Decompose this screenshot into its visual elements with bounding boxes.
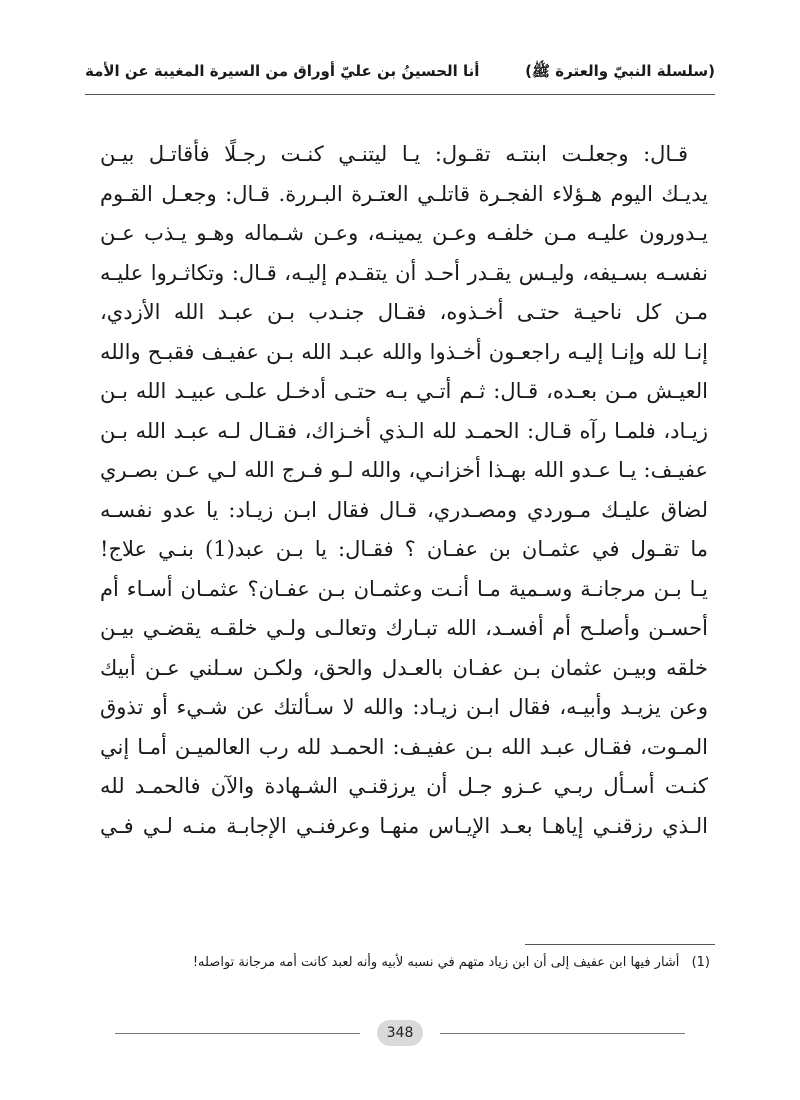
running-header bbox=[85, 58, 715, 88]
body-line: إنـا لله وإنـا إليـه راجعـون أخـذوا والله عبـد الله بـن عفيـف فقبـح والله bbox=[100, 339, 708, 364]
footnote-marker: (1) bbox=[691, 955, 710, 970]
body-line: خلقه وبيـن عثمان بـن عفـان بالعـدل والحق، ولكـن سـلني عـن أبيك bbox=[100, 655, 708, 680]
body-line: الـذي رزقنـي إياهـا بعـد الإيـاس منهـا وعرفنـي الإجابـة منـه لـي فـي bbox=[100, 813, 708, 838]
body-line: يديـك اليوم هـؤلاء الفجـرة قاتلـي العتـرة البـررة. قـال: وجعـل القـوم bbox=[100, 181, 708, 206]
footnote bbox=[100, 955, 710, 970]
body-line: قـال: وجعلـت ابنتـه تقـول: يـا ليتنـي كنـت رجـلًا فأقاتـل بيـن bbox=[100, 142, 688, 166]
body-line: العيـش مـن بعـده، قـال: ثـم أتـي بـه حتـى أدخـل علـى عبيـد الله بـن bbox=[100, 379, 708, 403]
body-line: وعن يزيـد وأبيـه، فقال ابـن زيـاد: والله لا سـألتك عن شـيء أو تذوق bbox=[100, 695, 708, 719]
body-line: نفسـه بسـيفه، وليـس يقـدر أحـد أن يتقـدم إليـه، قـال: وتكاثـروا عليـه bbox=[100, 260, 708, 285]
body-line: زيـاد، فلمـا رآه قـال: الحمـد لله الـذي أخـزاك، فقـال لـه عبـد الله بـن bbox=[100, 418, 708, 443]
header-divider bbox=[85, 94, 715, 95]
page-number-rule-right bbox=[440, 1033, 685, 1034]
body-line: مـن كل ناحيـة حتـى أخـذوه، فقـال جنـدب بـن عبـد الله الأزدي، bbox=[100, 300, 708, 324]
body-line: المـوت، فقـال عبـد الله بـن عفيـف: الحمـد لله رب العالميـن أمـا إني bbox=[100, 734, 708, 759]
page-number-rule-left bbox=[115, 1033, 360, 1034]
book-title: أنا الحسينُ بن عليّ أوراق من السيرة المغيبة عن الأمة bbox=[85, 62, 480, 80]
page-number: 348 bbox=[377, 1020, 423, 1046]
body-line: لضاق عليـك مـوردي ومصـدري، قـال فقال ابـن زيـاد: يا عدو نفسـه bbox=[100, 497, 708, 522]
body-text bbox=[100, 135, 708, 846]
body-line: يـا بـن مرجانـة وسـمية مـا أنـت وعثمـان بـن عفـان؟ عثمـان أسـاء أم bbox=[100, 576, 708, 601]
body-line: ما تقـول في عثمـان بن عفـان ؟ فقـال: يا بـن عبد(1) بنـي علاج! bbox=[100, 537, 708, 561]
footnote-text: أشار فيها ابن عفيف إلى أن ابن زياد متهم في نسبه لأبيه وأنه لعبد كانت أمه مرجانة تواصله! bbox=[192, 955, 680, 970]
series-title: (سلسلة النبيّ والعترة ﷺ) bbox=[525, 62, 715, 80]
footnote-divider bbox=[525, 944, 715, 945]
body-line: أحسـن وأصلـح أم أفسـد، الله تبـارك وتعالـى ولـي خلقـه يقضـي بيـن bbox=[100, 616, 708, 640]
body-line: يـدورون عليـه مـن خلفـه وعـن يمينـه، وعـن شـماله وهـو يـذب عـن bbox=[100, 221, 708, 245]
body-line: كنـت أسـأل ربـي عـزو جـل أن يرزقنـي الشـهادة والآن فالحمـد لله bbox=[100, 774, 708, 798]
page-number-bar bbox=[115, 1020, 685, 1046]
body-line: عفيـف: يـا عـدو الله بهـذا أخزانـي، والله لـو فـرج الله لـي عـن بصـري bbox=[100, 458, 708, 482]
